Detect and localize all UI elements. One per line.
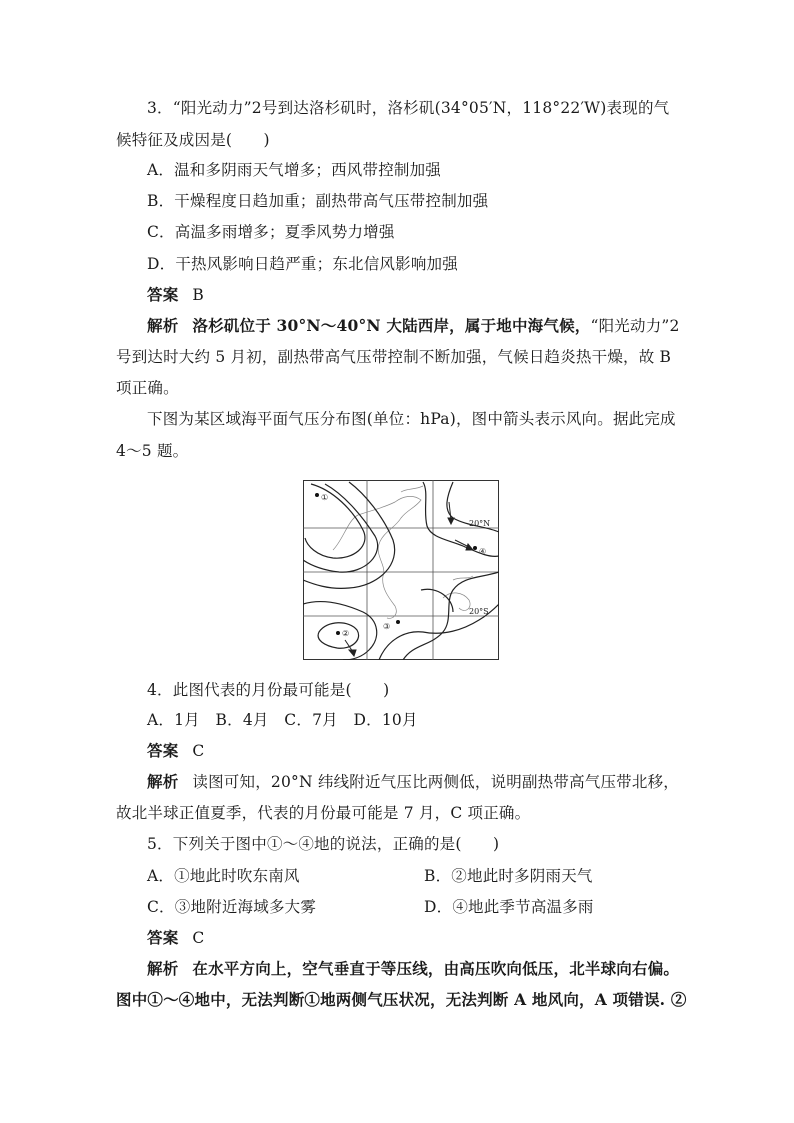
latitude-20s-label: 20°S [469,607,489,616]
point-dot-2 [336,631,340,635]
q4-explain-line1 [147,772,679,792]
latitude-20n-label: 20°N [469,519,491,528]
explain-bold-text: 在水平方向上，空气垂直于等压线，由高压吹向低压，北半球向右偏。 [192,959,680,978]
q3-option-c: C．高温多雨增多；夏季风势力增强 [147,223,395,241]
intro-line1: 下图为某区域海平面气压分布图(单位：hPa)，图中箭头表示风向。据此完成 [147,410,676,428]
q5-option-a: A．①地此时吹东南风 [147,867,300,885]
explain-label: 解析 [147,772,179,791]
point-dot-1 [315,493,319,497]
q5-option-d: D．④地此季节高温多雨 [424,898,594,916]
q3-option-d: D．干热风影响日趋严重；东北信风影响加强 [147,255,458,273]
answer-value: B [192,286,204,304]
point-dot-3 [396,620,400,624]
point-label-1: ① [321,493,329,502]
q5-explain-line1 [147,959,679,979]
pressure-map-svg [303,480,499,660]
q3-option-b: B．干燥程度日趋加重；副热带高气压带控制加强 [147,192,489,210]
explain-label: 解析 [147,316,179,335]
answer-label: 答案 [147,928,179,947]
point-dot-4 [473,546,477,550]
q5-stem: 5．下列关于图中①～④地的说法，正确的是( ) [147,835,500,853]
q5-option-c: C．③地附近海域多大雾 [147,898,317,916]
q4-explain-line2: 故北半球正值夏季，代表的月份最可能是 7 月，C 项正确。 [116,804,531,822]
q5-option-b: B．②地此时多阴雨天气 [424,867,593,885]
explain-label: 解析 [147,959,179,978]
explain-bold-text: 洛杉矶位于 30°N～40°N 大陆西岸，属于地中海气候， [192,316,591,335]
q4-stem: 4．此图代表的月份最可能是( ) [147,681,390,699]
q3-option-a: A．温和多阴雨天气增多；西风带控制加强 [147,161,441,179]
q4-options: A．1月 B．4月 C．7月 D．10月 [147,711,418,729]
q3-stem-line1: 3．“阳光动力”2号到达洛杉矶时，洛杉矶(34°05′N，118°22′W)表现的气 [147,99,670,117]
q5-explain-line2: 图中①～④地中，无法判断①地两侧气压状况，无法判断 A 地风向，A 项错误. ② [116,990,687,1009]
q3-answer [147,285,204,305]
q3-stem-line2: 候特征及成因是( ) [116,131,270,149]
explain-text: “阳光动力”2 [590,317,680,335]
q4-answer [147,741,204,761]
answer-label: 答案 [147,741,179,760]
q5-answer [147,928,204,948]
q3-explain-line2: 号到达时大约 5 月初，副热带高气压带控制不断加强，气候日趋炎热干燥，故 B [116,348,672,366]
q3-explain-line1 [147,316,680,336]
point-label-3: ③ [383,622,391,631]
pressure-map [303,480,499,660]
point-label-2: ② [342,629,350,638]
answer-label: 答案 [147,285,179,304]
q3-explain-line3: 项正确。 [116,379,179,397]
answer-value: C [192,742,205,760]
point-label-4: ④ [479,547,487,556]
explain-text: 读图可知，20°N 纬线附近气压比两侧低，说明副热带高气压带北移， [192,773,679,791]
answer-value: C [192,929,205,947]
intro-line2: 4～5 题。 [116,442,189,460]
